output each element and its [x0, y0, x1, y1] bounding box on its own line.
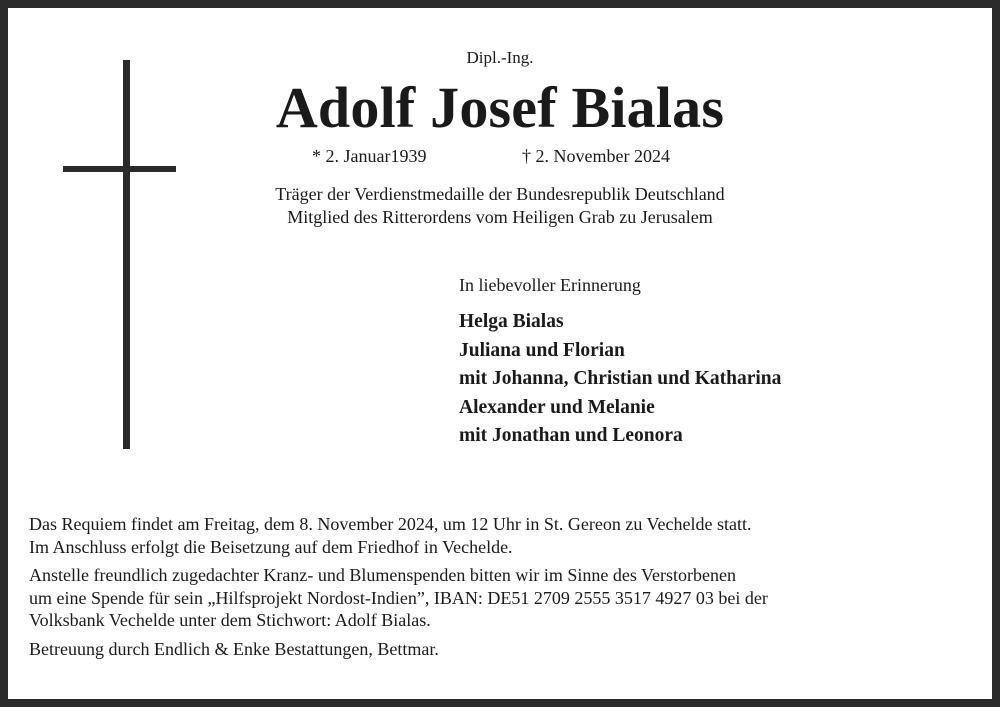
text-line: Volksbank Vechelde unter dem Stichwort: Adolf Bialas.: [29, 610, 431, 630]
mourner-line: Helga Bialas: [459, 311, 564, 332]
death-date: † 2. November 2024: [522, 146, 670, 166]
text-line: Das Requiem findet am Freitag, dem 8. November 2024, um 12 Uhr in St. Gereon zu Vechelde statt.: [29, 514, 752, 534]
text-line: um eine Spende für sein „Hilfsprojekt Nordost-Indien”, IBAN: DE51 2709 2555 3517 4927 03 bei der: [29, 587, 768, 608]
text-line: Im Anschluss erfolgt die Beisetzung auf dem Friedhof in Vechelde.: [29, 536, 513, 557]
mourner-line: Juliana und Florian: [459, 339, 625, 361]
donation-paragraph: [29, 564, 979, 632]
requiem-paragraph: [29, 513, 979, 558]
cross-horizontal-beam: [63, 166, 176, 172]
honor-line: Mitglied des Ritterordens vom Heiligen Grab zu Jerusalem: [287, 207, 713, 227]
obituary-notice: [8, 8, 992, 699]
mourner-line: mit Johanna, Christian und Katharina: [459, 368, 782, 389]
birth-date: * 2. Januar1939: [312, 146, 427, 166]
honor-line: Träger der Verdienstmedaille der Bundesrepublik Deutschland: [275, 184, 725, 204]
honors-block: [8, 183, 992, 229]
text-line: Anstelle freundlich zugedachter Kranz- und Blumenspenden bitten wir im Sinne des Verstorbenen: [29, 565, 736, 585]
mourner-line: mit Jonathan und Leonora: [459, 425, 683, 446]
memory-line: In liebevoller Erinnerung: [459, 275, 641, 295]
funeral-details: [29, 513, 979, 666]
academic-title: Dipl.-Ing.: [466, 48, 534, 67]
text-line: Betreuung durch Endlich & Enke Bestattungen, Bettmar.: [29, 638, 439, 659]
mourner-line: Alexander und Melanie: [459, 396, 655, 418]
undertaker-paragraph: [29, 638, 979, 661]
deceased-name: Adolf Josef Bialas: [275, 75, 725, 140]
mourners-list: [459, 308, 781, 451]
